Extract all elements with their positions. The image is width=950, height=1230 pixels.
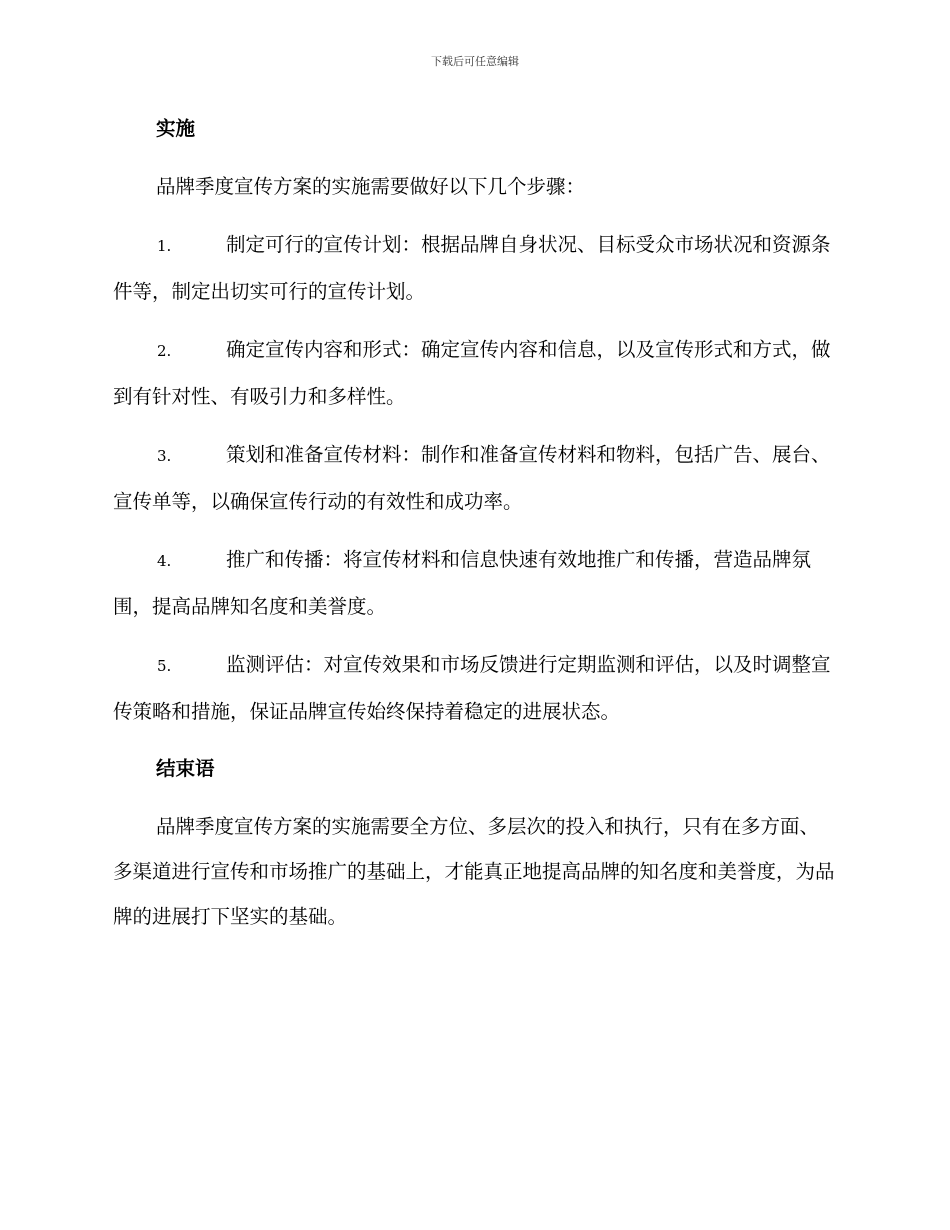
section-conclusion bbox=[113, 754, 835, 939]
list-item-number: 1. bbox=[157, 237, 172, 255]
section-intro: 品牌季度宣传方案的实施需要做好以下几个步骤： bbox=[156, 175, 586, 198]
document-body bbox=[113, 114, 835, 939]
list-item bbox=[113, 642, 835, 734]
section-body: 品牌季度宣传方案的实施需要全方位、多层次的投入和执行，只有在多方面、多渠道进行宣传和市场推广的基础上，才能真正地提高品牌的知名度和美誉度，为品牌的进展打下坚实的基础。 bbox=[113, 815, 835, 928]
list-item bbox=[113, 432, 835, 524]
list-item bbox=[113, 537, 835, 629]
list-item-text: 制定可行的宣传计划：根据品牌自身状况、目标受众市场状况和资源条件等，制定出切实可行的宣传计划。 bbox=[113, 233, 831, 303]
list-item-number: 3. bbox=[157, 447, 172, 465]
page-header: 下载后可任意编辑 bbox=[431, 55, 519, 68]
list-item bbox=[113, 222, 835, 314]
list-item-number: 5. bbox=[157, 657, 172, 675]
section-heading: 结束语 bbox=[156, 757, 215, 780]
list-item-text: 监测评估：对宣传效果和市场反馈进行定期监测和评估，以及时调整宣传策略和措施，保证品牌宣传始终保持着稳定的进展状态。 bbox=[113, 653, 831, 723]
list-item bbox=[113, 327, 835, 419]
section-heading: 实施 bbox=[156, 117, 196, 140]
list-item-number: 4. bbox=[157, 552, 172, 570]
list-item-text: 策划和准备宣传材料：制作和准备宣传材料和物料，包括广告、展台、宣传单等，以确保宣传行动的有效性和成功率。 bbox=[113, 443, 831, 513]
section-implementation bbox=[113, 114, 835, 734]
list-item-text: 确定宣传内容和形式：确定宣传内容和信息，以及宣传形式和方式，做到有针对性、有吸引力和多样性。 bbox=[113, 338, 831, 408]
list-item-number: 2. bbox=[157, 342, 172, 360]
list-item-text: 推广和传播：将宣传材料和信息快速有效地推广和传播，营造品牌氛围，提高品牌知名度和美誉度。 bbox=[113, 548, 812, 618]
